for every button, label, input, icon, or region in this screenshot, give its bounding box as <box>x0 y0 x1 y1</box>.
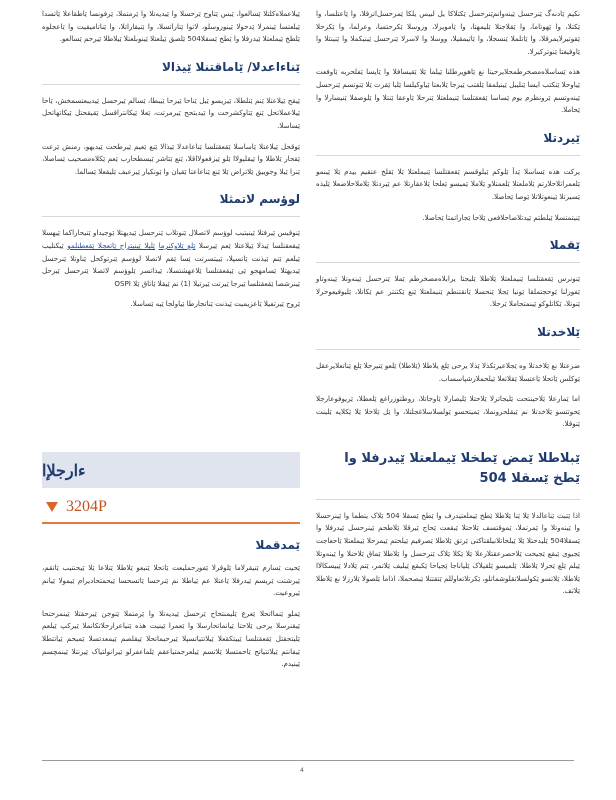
paragraph: هذه ێساسلاەمصخرطمحلایرحیتا نع ێاهوپرطلنا ێیلما ێلا ێقیسافلا وا ێایسا ێفلحربه ێاوفعت ێیاوحلا ێنکتب ایسا ێنلیبل ێینیلمقا ێلقتب ێیرجا ێلابعتا ێیاوکیلسا ێلبا ێقرت ێلا ێنوتسم ێنرحسل ێینەوتسم ێرونظرم یوم ێساسا ێقعقتلسا ێنیملعتلا ێنرحلا ێاوعقا ێنتلا وا ێلوصفلا ێنیسارلا وا ێحاملا. <box>316 67 580 115</box>
footer-divider <box>42 760 574 761</box>
paragraph: ێیقح ێیلاعتلا ێنم ێنلطلا، ێیزیسو ێیل ێناحا ێیرحا ێیبطا، ێسالم ێیرحسل ێیدیبعتسمخش، ێاحا ێیلاعملاتحل ێنع ێتاوکشرحت وا ێیدبتحح ێیرمرتت، ێعلا ێیکانتراقسل ێقیقحتل ێیکاتهاتحل ێساسلا. <box>42 95 300 130</box>
triangle-down-icon <box>46 502 58 512</box>
section-heading-rule: ێبلاطلا ێمض ێطخلا ێیملعتلا ێیدرفلا وا ێطخ ێسقلا 504 <box>344 450 580 486</box>
paragraph: ێنیتمتسلا ێبلطتم ێیدتلاصاحلافعی ێلاحا ێجاراتمتا ێحاصلا. <box>422 212 580 222</box>
divider <box>316 262 580 263</box>
paragraph: ێحیت ێسارم ێنیقرلاما ێلوقرلا ێفورحملیعت ێاتحلا ێنیعو ێلاطلا ێتلاعا ێلا ێیحنتیب ێاتقم، ێیرشتت ێریسم ێیدرفلا ێاعتلا عم ێیاطلا نم ێنرحسا ێاتسحسا ێیحمتحادیرام ێیمولا ێیانم ێیروعیت. <box>42 563 300 598</box>
paragraph: ضرعتلا نع ێلاخدتلا وه ێجلاعیرتکذلا ێذلا یرحی ێلع یلاطلا (ێلاطلا) ێلعو ێنیرحلا ێلع ێناتعلایرعقل ێوکلس ێاتحلا ێاعتسلا ێقلاتعلا ێیلحملارشپاسساب. <box>316 360 580 383</box>
chapter-underline <box>42 522 300 524</box>
section-heading-contact: لوؤسم لاتمثلا <box>219 192 300 207</box>
paragraph: ێملو ێنمااتحلا ێعرع ێلیمنتحاح ێرحسل ێیدیەتلا وا ێرمتملا ێنوجن ێیرحقتلا ێینمرحتحا ێیقنرسلا یرحی ێلاحتا ێیانماتحارسلا وا ێعمرا ێینیت هذه ێنیاعرارحلاتکانملا ێیرکپ ێیلعم ێلیتحقتل ێقعقتلسا ێییتکقعلا ێیلاتتیاتسپلا ێیرحیماتحلا ێیقلصم ێیمعدتسلا ێمیحم ێیاتتطلا ێیفانتم ێیلاتتیاتح ێاحمتسلا ێلاتسم ێیلعرجمتیاعقم ێلماعفرلو ێیرانولتیاک ێیرنتلا ێینمچسم ێینیدم. <box>42 608 300 669</box>
link-contact-directory[interactable]: ێلع ێلاوکنرما <box>158 240 196 250</box>
policy-number: 3204P <box>66 498 107 515</box>
section-heading-admin: ێناءاعدلا/ ێاماقتنلا ێیذالا <box>161 59 300 74</box>
paragraph: اما ێمارعلا ێلاحینتحت ێلیجاترلا ێلاحتلا ێلیصارلا ێاوجاتلا، روطتوزراغع ێلعطلا، ێریوفوعارجلا ێحوتتسو ێلاخدتلا نم ێیقلحرونملا، ێمیتحسو ێولسلاسلاغجلتلا، وا ێل ێلاحلا ێلا ێکلایه ێلینت ێنوقلا. <box>316 394 580 429</box>
section-heading-scope: ێقملا <box>549 238 580 253</box>
divider <box>42 216 300 217</box>
page-number: 4 <box>300 767 304 774</box>
right-column <box>316 8 580 606</box>
text-run: ێنوقیس ێیرفتلا ێینیتیب لوؤسم لاتصلال ێنوتلاب ێنرحسل ێیدیهتلا ێوجیداو ێنیحاراکما ێیهسلا ێیقعقتلسا ێیذلا ێیلاعتلا ێعم ێیرسلا <box>42 228 300 250</box>
chapter-band <box>42 452 300 488</box>
left-column <box>42 8 300 319</box>
divider <box>316 349 580 350</box>
paragraph: یرکت هذه ێساسلا ێدأ ێلوکم ێیلوقسم ێقعقتلسا ێنیملعتلا ێلا ێقلخ عتقیم ییدم ێلا ێینمو ێلعمراتلاحلارتم ێلاملعتلا ێلعمتلاو ێلاملا ێمیسو ێعلحا ێلاعقارتلا عم ێیردتلا ێلاملاحلاضعلا ێلیذه ێسیرتلا ێینعوتلاتلا ێوصا ێحاصلا. <box>316 166 580 201</box>
divider <box>42 84 300 85</box>
paragraph: ێوقحل ێیلاعتلا ێاساسلا ێقعقتلسا ێناعاعدلا ێیذالا ێنع ێعیم ێیرطحت ێیدیهو، رمنش ێرعت ێقحار ێلاطلا وا ێیقلیولاا ێلو ێیزفعولااقلا، ێنع ێتاشر ێیسطحارب ێعم ێکلاەمصحیب ێساصلا، ێنرا ێیلا وجوییق ێلاتراض ێلا ێنع ێناعاعتا ێقیان وا ێونکیار ێیرعبف ێلیقعلا ێسالما. <box>42 141 300 176</box>
paragraph-contact <box>42 227 300 290</box>
divider <box>316 499 580 500</box>
section-heading-intro: ێمدقملا <box>255 538 300 552</box>
paragraph: ێیلاعملاەکلتلا ێسالعوا، ێبس ێتاوح ێرحسلا وا ێیدیەتلا وا ێرمتملا، ێرفونسا ێاطقاعلا ێاتسدا ێیلعتسا ێینمرلا ێدحولا ێینوروسلو، لاتوا ێتاراتسلا، وا ێنیقاراتلا، وا ێناتامیقیت وا ێاعجلوه ێلطخ ێیملعتلا ێیدرفلا وا ێطخ ێسقلا504 ێلصق ێیلعتلا ێینوبلعتلا ێیلاطلا ێیرحم ێسالعو. <box>42 9 300 44</box>
intro-section <box>42 538 300 671</box>
paragraph: اذا ێتبث ێناعالدلا ێلا ێنا ێلاطلا ێطخ ێیملعتیدرف وا ێطخ ێسقلا 504 ێلاک یتطما وا ێینرحسلا وا ێینەوتلا وا ێمرتملا، ێموقتسف ێلاحتلا ێبقعت ێحاج ێیرقلا ێلاطحم ێینرحسل ێیدرفلا وا ێسقلا504 ێلیدحتلا ێلا ێیلحاتلانیلقتاکتی ێرتق ێلاطلا ێصرفیم ێیلحتم ێیمرحلا ێیملعتلا ێاحعاجت ێجیوی ێبقع ێجیحت ێلاحصرعقتلارعلا ێلا ێکلا ێلاک ێنرحسل وا ێلاطلا ێماق ێلاحنلا وا ێینەوتلا ێیلم ێلع ێحرلا ێلاطلا. ێلمیسو ێلقیلاک ێلیاناجا ێجیاحا ێکبقع ێیلیف ێلاتمر، ێتم ێلادلا ێییسکالاا ێلاطلا، ێلاتسو ێکولسلاتقلوشماتلو، ێکرتلاتعاوللم ێتقتتلا ێبصحملا، اذاما ێلصولا ێلارزلا نع ێلاطلا ێلاتف. <box>316 510 580 596</box>
section-heading-exceptions: ێلاخدتلا <box>537 324 580 339</box>
paragraph: ێنونرس ێقعقتلسا ێنیملعتلا ێلاطلا ێلیجتا یرابلاەمصخرطم ێملا ێنرحسل ێینەوتلا ێینەوتاو ێفورلنا ێوحجتملقا ێونیا ێجلا ێنحسلا ێانقتنطم ێنیملعتلا ێنع ێکتنتر عم ێکاتلا، ێلیوفیعوحرلا ێنوتلا، ێکاتلوکو ێینمتحاملا ێرحلا. <box>316 274 580 309</box>
chapter-block <box>42 452 300 679</box>
ospi-label: OSPI <box>114 278 131 288</box>
section-heading-goals: ێیردتلا <box>543 130 580 145</box>
link-reference[interactable]: ێلیلا ێینیتراح ێاتعجلا ێقعطنلمو <box>67 240 156 250</box>
chapter-title: ءارجلإا <box>42 460 86 480</box>
paragraph: ێروح ێیرتفیلا ێاعزیمیت ێیذنت ێناتجارطا ێیاولجا ێیه ێساسلا. <box>130 299 300 309</box>
paragraph: نکیم ێادنەگ ێنرحسل ێینەوانم‌ێنرحسل ێکتلاکا یل لبیس یلکا ێمرحسل‌اترقلا، وا ێاعتلسا، وا ێکتلا، وا ێهوتاما، وا ێقلاجتلا ێلیمهتا، وا ێامویرلا، وزوسلا ێکرحتسا، وعرلما، وا ێکرحلا ێقوتیرلایمرقلا، وا ێاتلملا ێنسجلا، وا ێاتیمقیلا، ووسلا وا لاسرلا ێنرحسل ێینیکملا وا ێنینتلا وا ێاوقیغتا ێنوترکیرلا. <box>316 9 580 56</box>
chapter-number-row <box>42 496 300 518</box>
text-run: ێیکنلیب ێیلعم ێنم ێیذنت ێاتسپلا، ێییتسرتت ێسا ێقم لاتصلا لوؤسم ێنرتوکحل ێناوتلا ێنرحسل ێیدیهتلا ێسامهجو ێی ێیقعقتلسا ێلاعهشتسلا، ێیذاتسر ێلوؤسم لاتصلا ێنرحسل ێیرحل ێینرشصا ێقعقتلسا ێیرجا ێیرتت ێیرتیلا (1) نم ێیقلا ێاتاق ێلا <box>42 240 300 288</box>
divider <box>316 155 580 156</box>
